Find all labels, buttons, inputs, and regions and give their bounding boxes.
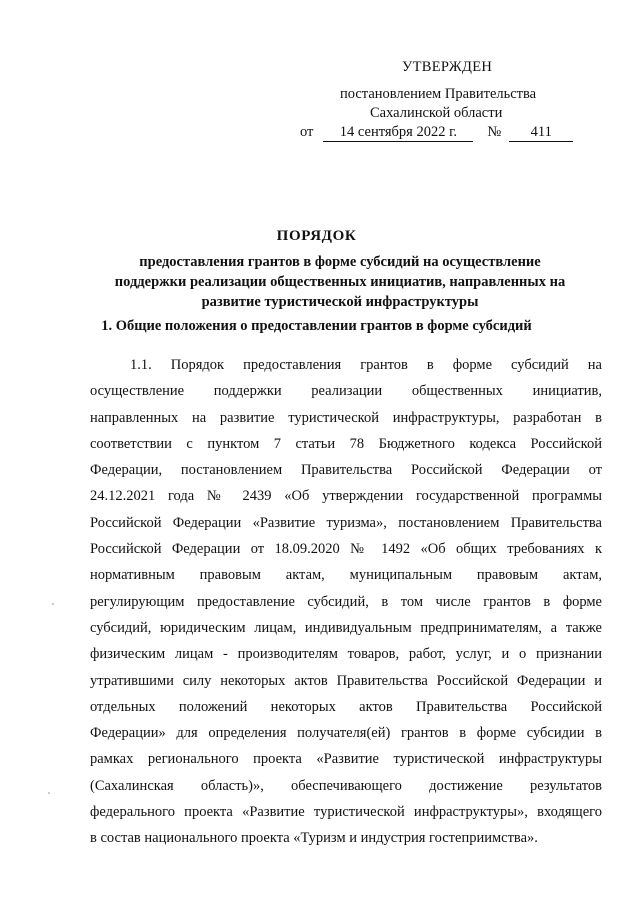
from-label: от bbox=[300, 124, 314, 140]
document-title: ПОРЯДОК bbox=[276, 228, 357, 244]
subtitle-line: развитие туристической инфраструктуры bbox=[201, 294, 479, 310]
body-line: нормативным правовым актам, муниципальным правовым актам, bbox=[90, 567, 602, 584]
approval-number: 411 bbox=[509, 124, 573, 142]
subtitle-line: предоставления грантов в форме субсидий на осуществление bbox=[139, 254, 541, 270]
body-line: субсидий, юридическим лицам, индивидуальным предпринимателям, а также bbox=[90, 619, 602, 636]
body-line: физическим лицам - производителям товаров, работ, услуг, и о признании bbox=[90, 646, 602, 663]
body-line: (Сахалинская область)», обеспечивающего достижение результатов bbox=[90, 777, 602, 794]
body-line: осуществление поддержки реализации общественных инициатив, bbox=[90, 383, 602, 400]
body-line: рамках регионального проекта «Развитие туристической инфраструктуры bbox=[90, 751, 602, 768]
body-paragraph bbox=[90, 352, 602, 852]
approval-date: 14 сентября 2022 г. bbox=[323, 124, 473, 142]
approval-issuer-line2: Сахалинской области bbox=[370, 105, 503, 121]
approval-block bbox=[300, 58, 600, 142]
number-label: № bbox=[487, 124, 502, 140]
approval-date-number-line bbox=[300, 123, 600, 142]
approval-status: УТВЕРЖДЕН bbox=[402, 59, 493, 75]
body-line: отдельных положений некоторых актов Правительства Российской bbox=[90, 698, 602, 715]
body-line: Российской Федерации «Развитие туризма», постановлением Правительства bbox=[90, 514, 602, 531]
body-line: соответствии с пунктом 7 статьи 78 Бюджетного кодекса Российской bbox=[90, 435, 602, 452]
body-line: 24.12.2021 года № 2439 «Об утверждении государственной программы bbox=[90, 488, 602, 505]
scan-speck bbox=[52, 603, 54, 605]
body-line: Федерации» для определения получателя(ей) грантов в форме субсидии в bbox=[90, 725, 602, 742]
approval-issuer-line1: постановлением Правительства bbox=[340, 86, 537, 102]
body-line: направленных на развитие туристической инфраструктуры, разработан в bbox=[90, 409, 602, 426]
body-line: федерального проекта «Развитие туристической инфраструктуры», входящего bbox=[90, 804, 602, 821]
body-line: в состав национального проекта «Туризм и индустрия гостеприимства». bbox=[90, 830, 538, 847]
body-line: Российской Федерации от 18.09.2020 № 1492 «Об общих требованиях к bbox=[90, 541, 602, 558]
scan-speck bbox=[48, 792, 50, 794]
body-line: 1.1. Порядок предоставления грантов в форме субсидий на bbox=[130, 357, 602, 373]
body-line: Федерации, постановлением Правительства Российской Федерации от bbox=[90, 462, 602, 479]
body-line: утратившими силу некоторых актов Правительства Российской Федерации и bbox=[90, 672, 602, 689]
document-subtitle bbox=[80, 252, 600, 312]
body-line: регулирующим предоставление субсидий, в том числе грантов в форме bbox=[90, 593, 602, 610]
section-heading: 1. Общие положения о предоставлении грантов в форме субсидий bbox=[101, 318, 532, 334]
subtitle-line: поддержки реализации общественных инициатив, направленных на bbox=[114, 274, 566, 290]
